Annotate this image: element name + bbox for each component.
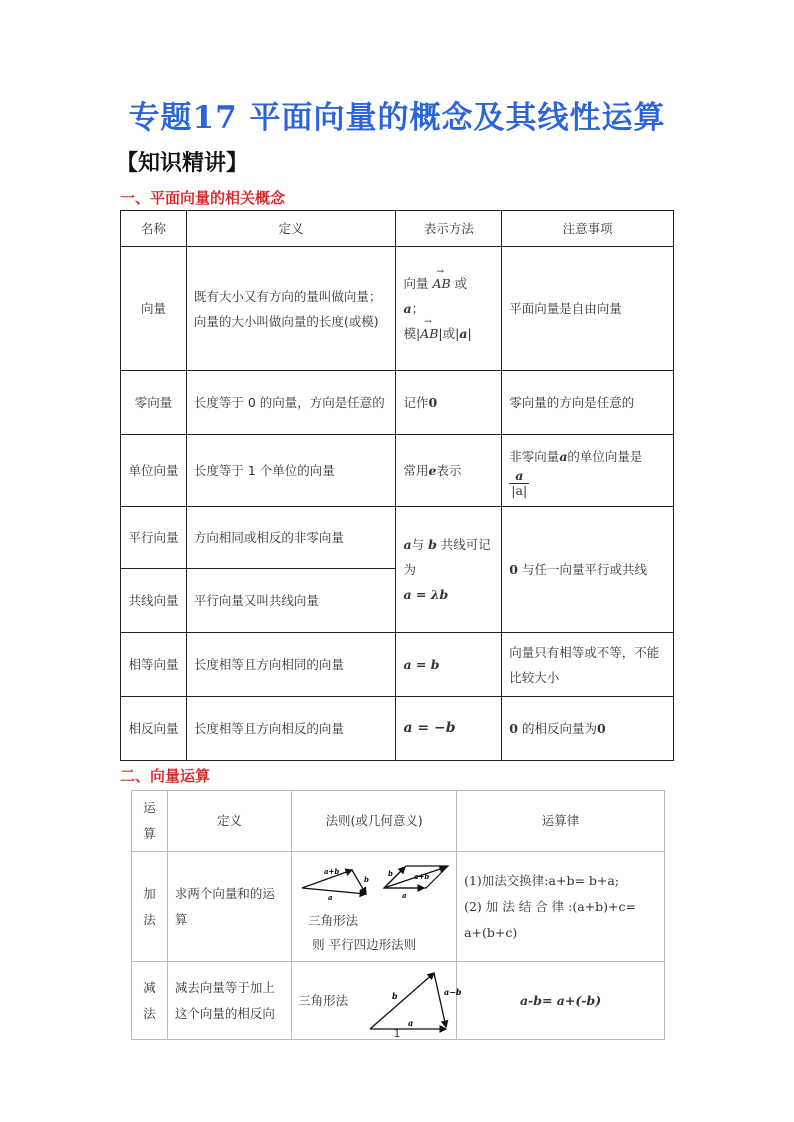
row-note: 非零向量a的单位向量是 $\frac{a}{|a|}$: [502, 435, 674, 507]
concepts-table: [120, 210, 674, 761]
rule-label: 三角形法: [298, 993, 349, 1008]
section-heading: 【知识精讲】: [116, 151, 249, 176]
label-a-plus-b: a+b: [324, 867, 340, 876]
label-a-plus-b: a+b: [414, 872, 430, 881]
row-representation: a = b: [396, 633, 502, 697]
table-row: [121, 371, 674, 435]
row-name: 加法: [132, 852, 168, 962]
label-a: a: [408, 1017, 414, 1028]
page-number: 1: [393, 1027, 401, 1040]
rule-label: 则 平行四边形法则: [312, 937, 417, 952]
row-definition: 长度等于 0 的向量，方向是任意的: [186, 371, 396, 435]
row-name: 平行向量: [121, 507, 187, 569]
label-a-minus-b: a−b: [444, 986, 462, 997]
label-a: a: [402, 891, 407, 900]
rule-label: 三角形法: [308, 913, 359, 928]
header-cell: 注意事项: [502, 211, 674, 247]
row-name: 向量: [121, 247, 187, 371]
label-b: b: [364, 875, 369, 884]
row-representation: 记作0: [396, 371, 502, 435]
header-cell: 法则(或几何意义): [292, 791, 457, 852]
row-note: 向量只有相等或不等，不能比较大小: [502, 633, 674, 697]
label-b: b: [388, 869, 393, 878]
page-title: 专题17 平面向量的概念及其线性运算: [128, 100, 666, 136]
unit-vector-fraction: $\frac{a}{|a|}$: [511, 467, 528, 498]
table-row: [121, 507, 674, 569]
row-representation: 向量 → AB 或 a； 模|→ AB|或|a|: [396, 247, 502, 371]
row-name: 减法: [132, 962, 168, 1040]
row-representation: a = −b: [396, 697, 502, 761]
row-rule: [292, 852, 457, 962]
row-law: a-b= a+(-b): [457, 962, 665, 1040]
header-cell: 运算律: [457, 791, 665, 852]
table-row: [132, 852, 665, 962]
table-row: [121, 435, 674, 507]
row-name: 共线向量: [121, 569, 187, 633]
row-representation: 常用e表示: [396, 435, 502, 507]
row-law: (1)加法交换律:a+b= b+a; (2) 加 法 结 合 律 :(a+b)+c= a+(b+c): [457, 852, 665, 962]
operations-table: [131, 790, 665, 1040]
row-name: 相等向量: [121, 633, 187, 697]
table-header-row: [132, 791, 665, 852]
subheading-concepts: 一、平面向量的相关概念: [120, 189, 286, 207]
row-name: 零向量: [121, 371, 187, 435]
row-name: 单位向量: [121, 435, 187, 507]
addition-diagram: [296, 856, 452, 900]
table-header-row: [121, 211, 674, 247]
row-definition: 长度相等且方向相反的向量: [186, 697, 396, 761]
row-definition: 减去向量等于加上这个向量的相反向: [167, 962, 291, 1040]
label-b: b: [392, 990, 398, 1001]
label-a: a: [328, 893, 333, 902]
row-definition: 长度等于 1 个单位的向量: [186, 435, 396, 507]
header-cell: 定义: [167, 791, 291, 852]
table-row: [121, 633, 674, 697]
row-note: 0 与任一向量平行或共线: [502, 507, 674, 633]
row-definition: 长度相等且方向相同的向量: [186, 633, 396, 697]
row-definition: 既有大小又有方向的量叫做向量； 向量的大小叫做向量的长度(或模): [186, 247, 396, 371]
header-cell: 定义: [186, 211, 396, 247]
row-note: 0 的相反向量为0: [502, 697, 674, 761]
row-definition: 方向相同或相反的非零向量: [186, 507, 396, 569]
subheading-operations: 二、向量运算: [120, 767, 211, 785]
row-note: 平面向量是自由向量: [502, 247, 674, 371]
header-cell: 名称: [121, 211, 187, 247]
table-row: [121, 697, 674, 761]
header-cell: 运算: [132, 791, 168, 852]
row-definition: 求两个向量和的运算: [167, 852, 291, 962]
row-representation: a与 b 共线可记为 a = λb: [396, 507, 502, 633]
row-note: 零向量的方向是任意的: [502, 371, 674, 435]
table-row: [121, 247, 674, 371]
header-cell: 表示方法: [396, 211, 502, 247]
row-definition: 平行向量又叫共线向量: [186, 569, 396, 633]
row-name: 相反向量: [121, 697, 187, 761]
